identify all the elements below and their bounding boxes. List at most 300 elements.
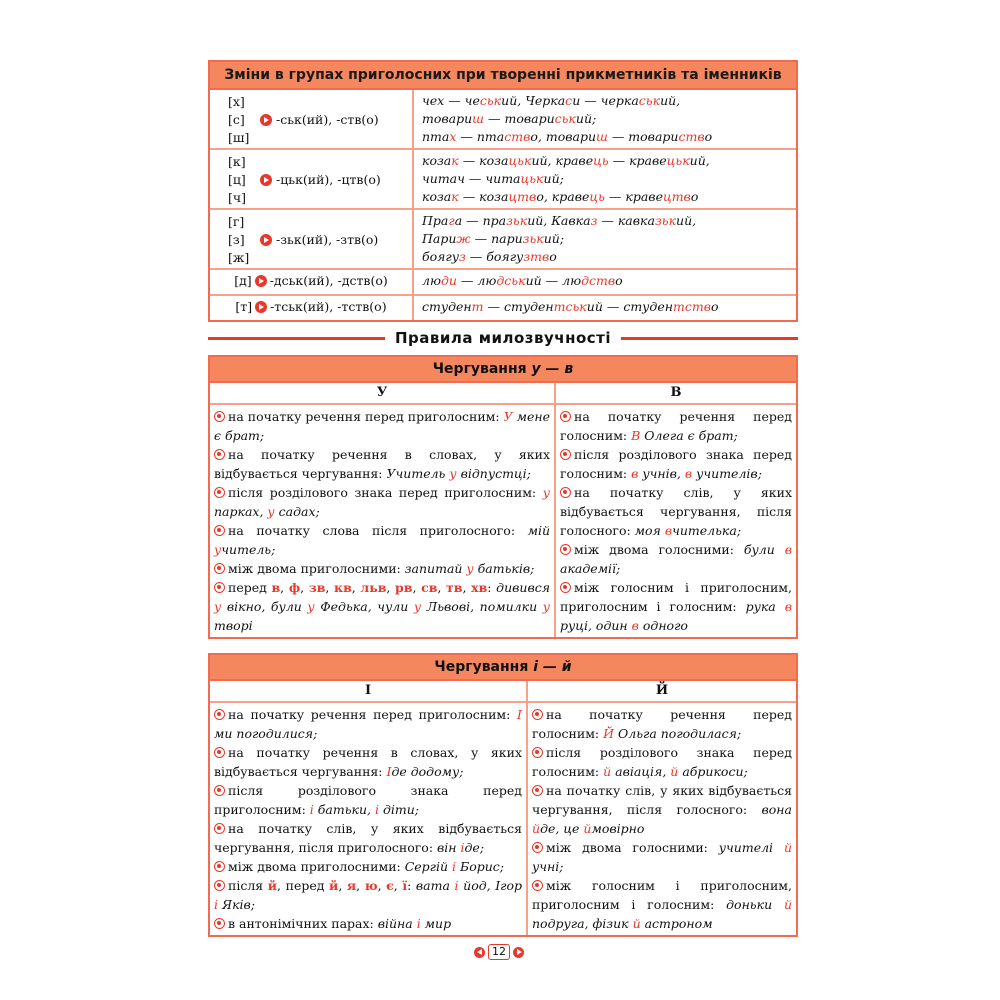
rule-fragment: на початку речення в словах, у яких відбувається чергування: (214, 745, 522, 779)
bullet-icon (214, 525, 225, 536)
example-fragment: ць (593, 153, 609, 168)
column-header-i: І (210, 681, 528, 701)
example-fragment: цьк (520, 171, 544, 186)
consonant-group-row (210, 148, 796, 208)
rule-item (214, 483, 550, 521)
bullet-icon (214, 918, 225, 929)
rule-fragment: на початку речення перед голосним: (532, 707, 792, 741)
consonant-group-cell (210, 90, 414, 148)
rule-fragment: Учитель (386, 466, 450, 481)
consonant-letter: [ш] (228, 130, 250, 145)
consonant-letter: [х] (228, 94, 245, 109)
example-fragment: ий, Черка (501, 93, 566, 108)
example-fragment: ськ (554, 111, 576, 126)
rule-fragment: батьків; (473, 561, 535, 576)
rule-fragment: садах; (274, 504, 320, 519)
example-fragment: пта (422, 129, 450, 144)
example-fragment: Пра (422, 213, 449, 228)
bullet-icon (560, 582, 571, 593)
rule-fragment: рука (745, 599, 785, 614)
consonant-changes-title: Зміни в групах приголосних при творенні прикметників та іменників (210, 62, 796, 90)
example-fragment: читач (422, 171, 465, 186)
rule-fragment: він (437, 840, 461, 855)
rule-fragment: мій (527, 523, 550, 538)
arrow-icon (255, 275, 267, 287)
rule-item (214, 705, 522, 743)
prev-arrow-icon (474, 947, 485, 958)
consonant-single (210, 272, 412, 290)
rule-fragment: й (329, 878, 339, 893)
v-rules-column (556, 405, 796, 637)
rule-fragment: Яків; (218, 897, 256, 912)
example-fragment: — товари (484, 111, 555, 126)
example-fragment: — студен (483, 299, 554, 314)
arrow-icon (255, 301, 267, 313)
rule-fragment: І (386, 764, 392, 779)
example-fragment: х (449, 129, 457, 144)
rule-fragment: в (631, 466, 639, 481)
rule-fragment: вата (415, 878, 455, 893)
rule-fragment: дивився (496, 580, 550, 595)
example-fragment: ий, (689, 153, 710, 168)
rule-fragment: в (784, 599, 792, 614)
rule-fragment: моя (634, 523, 665, 538)
example-fragment: ий, (660, 93, 681, 108)
suffix-text: -цьк(ий), -цтв(о) (276, 172, 381, 187)
bullet-icon (214, 563, 225, 574)
rule-fragment: й (603, 764, 612, 779)
rule-fragment: батьки, (313, 802, 375, 817)
rule-fragment: рв (395, 580, 413, 595)
example-fragment: и — черка (572, 93, 639, 108)
rule-fragment: й (632, 916, 641, 931)
rule-fragment: вона (761, 802, 792, 817)
rule-fragment: хв (471, 580, 488, 595)
example-fragment: т (471, 299, 484, 314)
consonant-letter: [ч] (228, 190, 247, 205)
suffix-label (260, 111, 379, 129)
rule-fragment: абрикоси; (678, 764, 748, 779)
consonant-group-cell (210, 150, 414, 208)
consonant-group-row (210, 294, 796, 320)
example-fragment: зьк (506, 213, 528, 228)
rule-fragment: я (346, 878, 357, 893)
rule-fragment: творі (214, 618, 253, 633)
rule-fragment: між голосним і приголосним, приголосним і голосним: (532, 878, 792, 912)
example-fragment: с (565, 93, 573, 108)
example-fragment: ств (504, 129, 531, 144)
rule-fragment: : (407, 878, 416, 893)
column-header-j: Й (655, 683, 669, 698)
example-fragment: ий, (676, 213, 697, 228)
consonant-single (210, 298, 412, 316)
consonant-letter: [т] (235, 299, 253, 314)
column-header-v: В (670, 385, 682, 400)
rule-fragment: запитай (404, 561, 467, 576)
rule-fragment: й (670, 764, 679, 779)
example-fragment: ди (440, 273, 457, 288)
rule-item (560, 578, 792, 635)
i-rules-column (210, 703, 528, 935)
rule-item (560, 445, 792, 483)
rule-fragment: є (386, 878, 394, 893)
rule-fragment: війна (377, 916, 417, 931)
rule-fragment: у (214, 599, 222, 614)
example-fragment: боягу (422, 249, 459, 264)
rule-fragment: у (542, 599, 550, 614)
rule-fragment: у (413, 599, 422, 614)
rule-fragment: у (449, 466, 457, 481)
example-fragment: о, товари (530, 129, 597, 144)
rule-fragment: парках, (214, 504, 268, 519)
example-fragment: тств (672, 299, 711, 314)
example-fragment: чех (422, 93, 445, 108)
i-j-title-text: Чергування (434, 659, 534, 675)
consonant-group-cell (210, 210, 414, 268)
example-line (422, 152, 788, 170)
rule-fragment: після розділового знака перед голосним: (532, 745, 792, 779)
euphony-rules-title: Правила милозвучності (395, 329, 611, 347)
bullet-icon (214, 861, 225, 872)
rule-item (214, 876, 522, 914)
examples-cell (414, 150, 796, 208)
rule-item (214, 578, 550, 635)
rule-fragment: І (517, 707, 522, 722)
rule-fragment: , (280, 580, 289, 595)
rule-fragment: мовірно (591, 821, 645, 836)
rule-fragment: у (307, 599, 315, 614)
rule-fragment: одного (638, 618, 688, 633)
example-line (422, 212, 788, 230)
example-line (422, 170, 788, 188)
page-number (474, 944, 524, 960)
rule-fragment: у (214, 542, 222, 557)
bullet-icon (532, 785, 543, 796)
bullet-icon (560, 411, 571, 422)
rule-item (532, 781, 792, 838)
rule-fragment: , (462, 580, 472, 595)
rule-fragment: В (631, 428, 641, 443)
example-fragment: — краве (608, 153, 667, 168)
example-line (422, 272, 788, 290)
bullet-icon (214, 709, 225, 720)
rule-fragment: діти; (378, 802, 419, 817)
rule-fragment: й (783, 840, 792, 855)
rule-fragment: учителі (718, 840, 784, 855)
example-fragment: цьк (666, 153, 690, 168)
rule-fragment: на початку речення перед приголосним: (228, 707, 518, 722)
example-fragment: з (459, 249, 466, 264)
rule-fragment: де, це (540, 821, 584, 836)
example-fragment: ий; (543, 231, 565, 246)
example-fragment: ж (456, 231, 471, 246)
u-v-title-italic: у — в (531, 361, 574, 377)
example-line (422, 230, 788, 248)
consonant-letter: [ц] (228, 172, 246, 187)
example-fragment: студен (422, 299, 472, 314)
bullet-icon (214, 785, 225, 796)
examples-cell (414, 270, 796, 294)
rule-fragment: і (454, 878, 459, 893)
rule-fragment: Львові, помилки (421, 599, 543, 614)
suffix-text: -зьк(ий), -зтв(о) (276, 232, 379, 247)
rule-fragment: подруга, фізик (532, 916, 633, 931)
rule-fragment: в антонімічних парах: (228, 916, 378, 931)
heading-rule-right (621, 337, 798, 340)
rule-fragment: зв (308, 580, 326, 595)
example-line (422, 248, 788, 266)
consonant-changes-table (208, 60, 798, 322)
example-fragment: ш (596, 129, 608, 144)
rule-fragment: де; (464, 840, 485, 855)
page-number-value: 12 (488, 944, 510, 960)
example-fragment: о (615, 273, 623, 288)
rule-fragment: між двома голосними: (574, 542, 744, 557)
rule-fragment: мене є брат; (214, 409, 550, 443)
rule-fragment: учні; (532, 859, 564, 874)
rule-item (560, 407, 792, 445)
rule-fragment: й (783, 897, 792, 912)
example-fragment: ий — студен (586, 299, 673, 314)
rule-fragment: авіація, (611, 764, 671, 779)
consonant-group-row (210, 90, 796, 148)
rule-fragment: , перед (277, 878, 330, 893)
rule-fragment: між двома приголосними: (228, 859, 405, 874)
suffix-label (260, 171, 381, 189)
example-fragment: г (448, 213, 455, 228)
rule-item (214, 819, 522, 857)
rule-fragment: відпустці; (456, 466, 531, 481)
consonant-letter: [с] (228, 112, 245, 127)
rule-fragment: льв (360, 580, 387, 595)
example-fragment: — пта (456, 129, 505, 144)
examples-cell (414, 90, 796, 148)
rule-fragment: Олега є брат; (640, 428, 738, 443)
example-fragment: ий; (575, 111, 597, 126)
consonant-letters (228, 93, 249, 147)
bullet-icon (214, 880, 225, 891)
rule-fragment: в (684, 466, 693, 481)
rule-fragment: св (421, 580, 438, 595)
rule-item (532, 838, 792, 876)
examples-cell (414, 210, 796, 268)
rule-fragment: , (393, 878, 403, 893)
example-fragment: ий; (543, 171, 564, 186)
example-fragment: цтв (508, 189, 537, 204)
rule-fragment: , (300, 580, 309, 595)
rule-fragment: і (309, 802, 314, 817)
example-fragment: ий, краве (531, 153, 594, 168)
u-rules-column (210, 405, 556, 637)
rule-fragment: і (460, 840, 465, 855)
rule-fragment: тв (446, 580, 463, 595)
rule-item (214, 857, 522, 876)
rule-fragment: чителька; (672, 523, 742, 538)
example-fragment: лю (422, 273, 441, 288)
rule-fragment: кв (334, 580, 352, 595)
example-fragment: о, краве (536, 189, 590, 204)
example-fragment: цьк (508, 153, 532, 168)
example-fragment: дськ (496, 273, 526, 288)
bullet-icon (532, 747, 543, 758)
i-j-alternation-table (208, 653, 798, 937)
consonant-letter: [к] (228, 154, 246, 169)
rule-fragment: на початку речення перед голосним: (560, 409, 792, 443)
i-j-title-italic: і — й (533, 659, 572, 675)
u-v-title-text: Чергування (432, 361, 532, 377)
bullet-icon (214, 411, 225, 422)
example-fragment: товари (422, 111, 473, 126)
example-fragment: зтв (523, 249, 550, 264)
example-fragment: ий — лю (525, 273, 582, 288)
example-fragment: зьк (522, 231, 544, 246)
rule-fragment: , (356, 878, 365, 893)
example-fragment: к (451, 153, 459, 168)
arrow-icon (260, 114, 272, 126)
example-fragment: — товари (607, 129, 679, 144)
example-fragment: цтв (662, 189, 691, 204)
example-line (422, 298, 788, 316)
suffix-label (260, 231, 378, 249)
next-arrow-icon (513, 947, 524, 958)
consonant-group-row (210, 208, 796, 268)
i-j-table-title (210, 655, 796, 681)
example-fragment: — коза (458, 153, 509, 168)
rule-fragment: , (412, 580, 422, 595)
heading-rule-left (208, 337, 385, 340)
rule-fragment: після розділового знака перед голосним: (560, 447, 792, 481)
example-fragment: — пари (470, 231, 523, 246)
example-fragment: з (590, 213, 598, 228)
example-line (422, 110, 788, 128)
rule-fragment: у (466, 561, 474, 576)
u-v-alternation-table (208, 355, 798, 639)
example-fragment: о (710, 299, 719, 314)
suffix-text: -дськ(ий), -дств(о) (269, 273, 388, 288)
example-fragment: тськ (553, 299, 587, 314)
rule-fragment: на початку слів, у яких відбувається чергування, після приголосного: (214, 821, 522, 855)
consonant-group-cell (210, 270, 414, 294)
rule-item (532, 743, 792, 781)
column-header-u: У (210, 383, 556, 403)
example-fragment: — боягу (465, 249, 524, 264)
rule-fragment: Борис; (456, 859, 504, 874)
example-fragment: зьк (654, 213, 677, 228)
rule-item (214, 407, 550, 445)
example-line (422, 128, 788, 146)
example-fragment: Пари (422, 231, 457, 246)
rule-fragment: академії; (560, 561, 621, 576)
rule-fragment: руці, один (560, 618, 632, 633)
bullet-icon (532, 842, 543, 853)
example-fragment: к (451, 189, 459, 204)
rule-fragment: в (664, 523, 673, 538)
rule-item (560, 540, 792, 578)
rule-fragment: і (416, 916, 421, 931)
rule-fragment: у (542, 485, 550, 500)
consonant-letter: [г] (228, 214, 245, 229)
rule-item (214, 914, 522, 933)
rule-fragment: після (228, 878, 268, 893)
rule-fragment: де додому; (391, 764, 464, 779)
bullet-icon (214, 823, 225, 834)
consonant-letter: [д] (234, 273, 252, 288)
rule-fragment: ї (402, 878, 408, 893)
rule-fragment: після розділового знака перед приголосним: (214, 783, 522, 817)
rule-fragment: учнів, (638, 466, 685, 481)
bullet-icon (214, 487, 225, 498)
example-line (422, 92, 788, 110)
i-j-column-headers (210, 681, 796, 703)
u-v-column-headers (210, 383, 796, 405)
rule-item (214, 445, 550, 483)
rule-fragment: після розділового знака перед приголосним: (228, 485, 543, 500)
example-fragment: — лю (456, 273, 497, 288)
example-line (422, 188, 788, 206)
rule-fragment: , (386, 580, 396, 595)
rule-fragment: , (338, 878, 347, 893)
example-fragment: — коза (458, 189, 509, 204)
rule-item (214, 521, 550, 559)
rule-fragment: і (214, 897, 218, 912)
bullet-icon (532, 709, 543, 720)
example-fragment: — чита (464, 171, 521, 186)
example-fragment: о (704, 129, 713, 144)
rule-fragment: ми погодилися; (214, 726, 318, 741)
consonant-letters (228, 153, 246, 207)
rule-fragment: на початку слова після приголосного: (228, 523, 528, 538)
rule-fragment: перед (228, 580, 272, 595)
rule-fragment: : (487, 580, 497, 595)
euphony-rules-heading (208, 326, 798, 350)
suffix-text: -ськ(ий), -ств(о) (276, 112, 379, 127)
example-fragment: — кавка (597, 213, 655, 228)
examples-cell (414, 296, 796, 320)
example-fragment: коза (422, 189, 452, 204)
rule-fragment: читель; (221, 542, 276, 557)
example-fragment: а — пра (454, 213, 507, 228)
rule-fragment: , (351, 580, 361, 595)
rule-item (532, 705, 792, 743)
rule-fragment: вікно, були (221, 599, 308, 614)
rule-item (214, 559, 550, 578)
rule-fragment: в (631, 618, 639, 633)
arrow-icon (260, 234, 272, 246)
example-fragment: ськ (638, 93, 661, 108)
rule-item (214, 781, 522, 819)
rule-fragment: доньки (726, 897, 784, 912)
rule-item (560, 483, 792, 540)
suffix-text: -тськ(ий), -тств(о) (270, 299, 387, 314)
rule-fragment: учителів; (692, 466, 762, 481)
rule-fragment: й (532, 821, 541, 836)
example-fragment: — че (444, 93, 480, 108)
consonant-group-row (210, 268, 796, 294)
consonant-letters (228, 213, 249, 267)
example-fragment: дств (581, 273, 616, 288)
rule-fragment: на початку речення перед приголосним: (228, 409, 504, 424)
bullet-icon (560, 487, 571, 498)
rule-fragment: в (784, 542, 792, 557)
rule-fragment: , (437, 580, 447, 595)
example-fragment: ш (472, 111, 485, 126)
rule-fragment: астроном (640, 916, 713, 931)
bullet-icon (560, 449, 571, 460)
bullet-icon (214, 449, 225, 460)
example-fragment: — краве (604, 189, 663, 204)
rule-fragment: на початку слів, у яких відбувається чергування, після голосного: (532, 783, 792, 817)
rule-fragment: Ольга погодилася; (614, 726, 742, 741)
